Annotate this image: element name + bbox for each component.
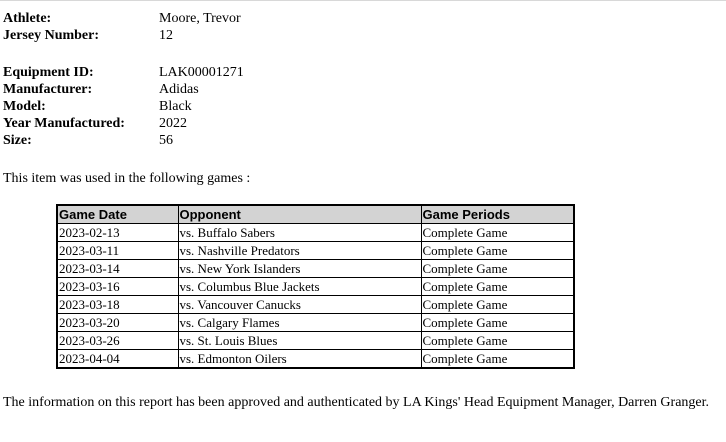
equipment-info [3,64,244,149]
games-table [56,204,575,369]
cell-game-periods: Complete Game [421,224,574,242]
cell-opponent: vs. Buffalo Sabers [178,224,421,242]
cell-game-periods: Complete Game [421,260,574,278]
header-game-date: Game Date [57,205,178,224]
top-divider [0,0,726,1]
equipment-id-value: LAK00001271 [159,65,244,80]
manufacturer-row [3,81,244,98]
table-row [57,332,574,350]
year-label: Year Manufactured: [3,116,125,131]
cell-opponent: vs. Calgary Flames [178,314,421,332]
cell-opponent: vs. Columbus Blue Jackets [178,278,421,296]
table-row [57,314,574,332]
jersey-value: 12 [159,28,173,43]
cell-opponent: vs. Nashville Predators [178,242,421,260]
table-header-row [57,205,574,224]
table-row [57,296,574,314]
table-row [57,278,574,296]
size-value: 56 [159,133,173,148]
model-value: Black [159,99,192,114]
cell-opponent: vs. Edmonton Oilers [178,350,421,369]
cell-opponent: vs. New York Islanders [178,260,421,278]
manufacturer-value: Adidas [159,82,199,97]
cell-game-date: 2023-03-26 [57,332,178,350]
authentication-statement: The information on this report has been approved and authenticated by LA Kings' Head Equipment Manager, Darren Granger. [3,395,710,410]
cell-opponent: vs. St. Louis Blues [178,332,421,350]
athlete-row [3,10,241,27]
table-row [57,260,574,278]
size-label: Size: [3,133,32,148]
cell-game-periods: Complete Game [421,314,574,332]
equipment-id-label: Equipment ID: [3,65,94,80]
cell-game-periods: Complete Game [421,278,574,296]
cell-game-date: 2023-04-04 [57,350,178,369]
cell-game-date: 2023-03-20 [57,314,178,332]
athlete-value: Moore, Trevor [159,11,241,26]
jersey-row [3,27,241,44]
model-label: Model: [3,99,46,114]
table-row [57,224,574,242]
games-intro: This item was used in the following games : [3,171,251,186]
cell-game-periods: Complete Game [421,332,574,350]
cell-game-date: 2023-03-18 [57,296,178,314]
athlete-info [3,10,241,44]
header-game-periods: Game Periods [421,205,574,224]
cell-game-periods: Complete Game [421,350,574,369]
cell-game-periods: Complete Game [421,242,574,260]
table-row [57,242,574,260]
equipment-id-row [3,64,244,81]
cell-opponent: vs. Vancouver Canucks [178,296,421,314]
manufacturer-label: Manufacturer: [3,82,93,97]
cell-game-date: 2023-02-13 [57,224,178,242]
cell-game-periods: Complete Game [421,296,574,314]
year-row [3,115,244,132]
year-value: 2022 [159,116,187,131]
cell-game-date: 2023-03-16 [57,278,178,296]
header-opponent: Opponent [178,205,421,224]
model-row [3,98,244,115]
size-row [3,132,244,149]
cell-game-date: 2023-03-14 [57,260,178,278]
table-row [57,350,574,369]
jersey-label: Jersey Number: [3,28,100,43]
athlete-label: Athlete: [3,11,52,26]
cell-game-date: 2023-03-11 [57,242,178,260]
